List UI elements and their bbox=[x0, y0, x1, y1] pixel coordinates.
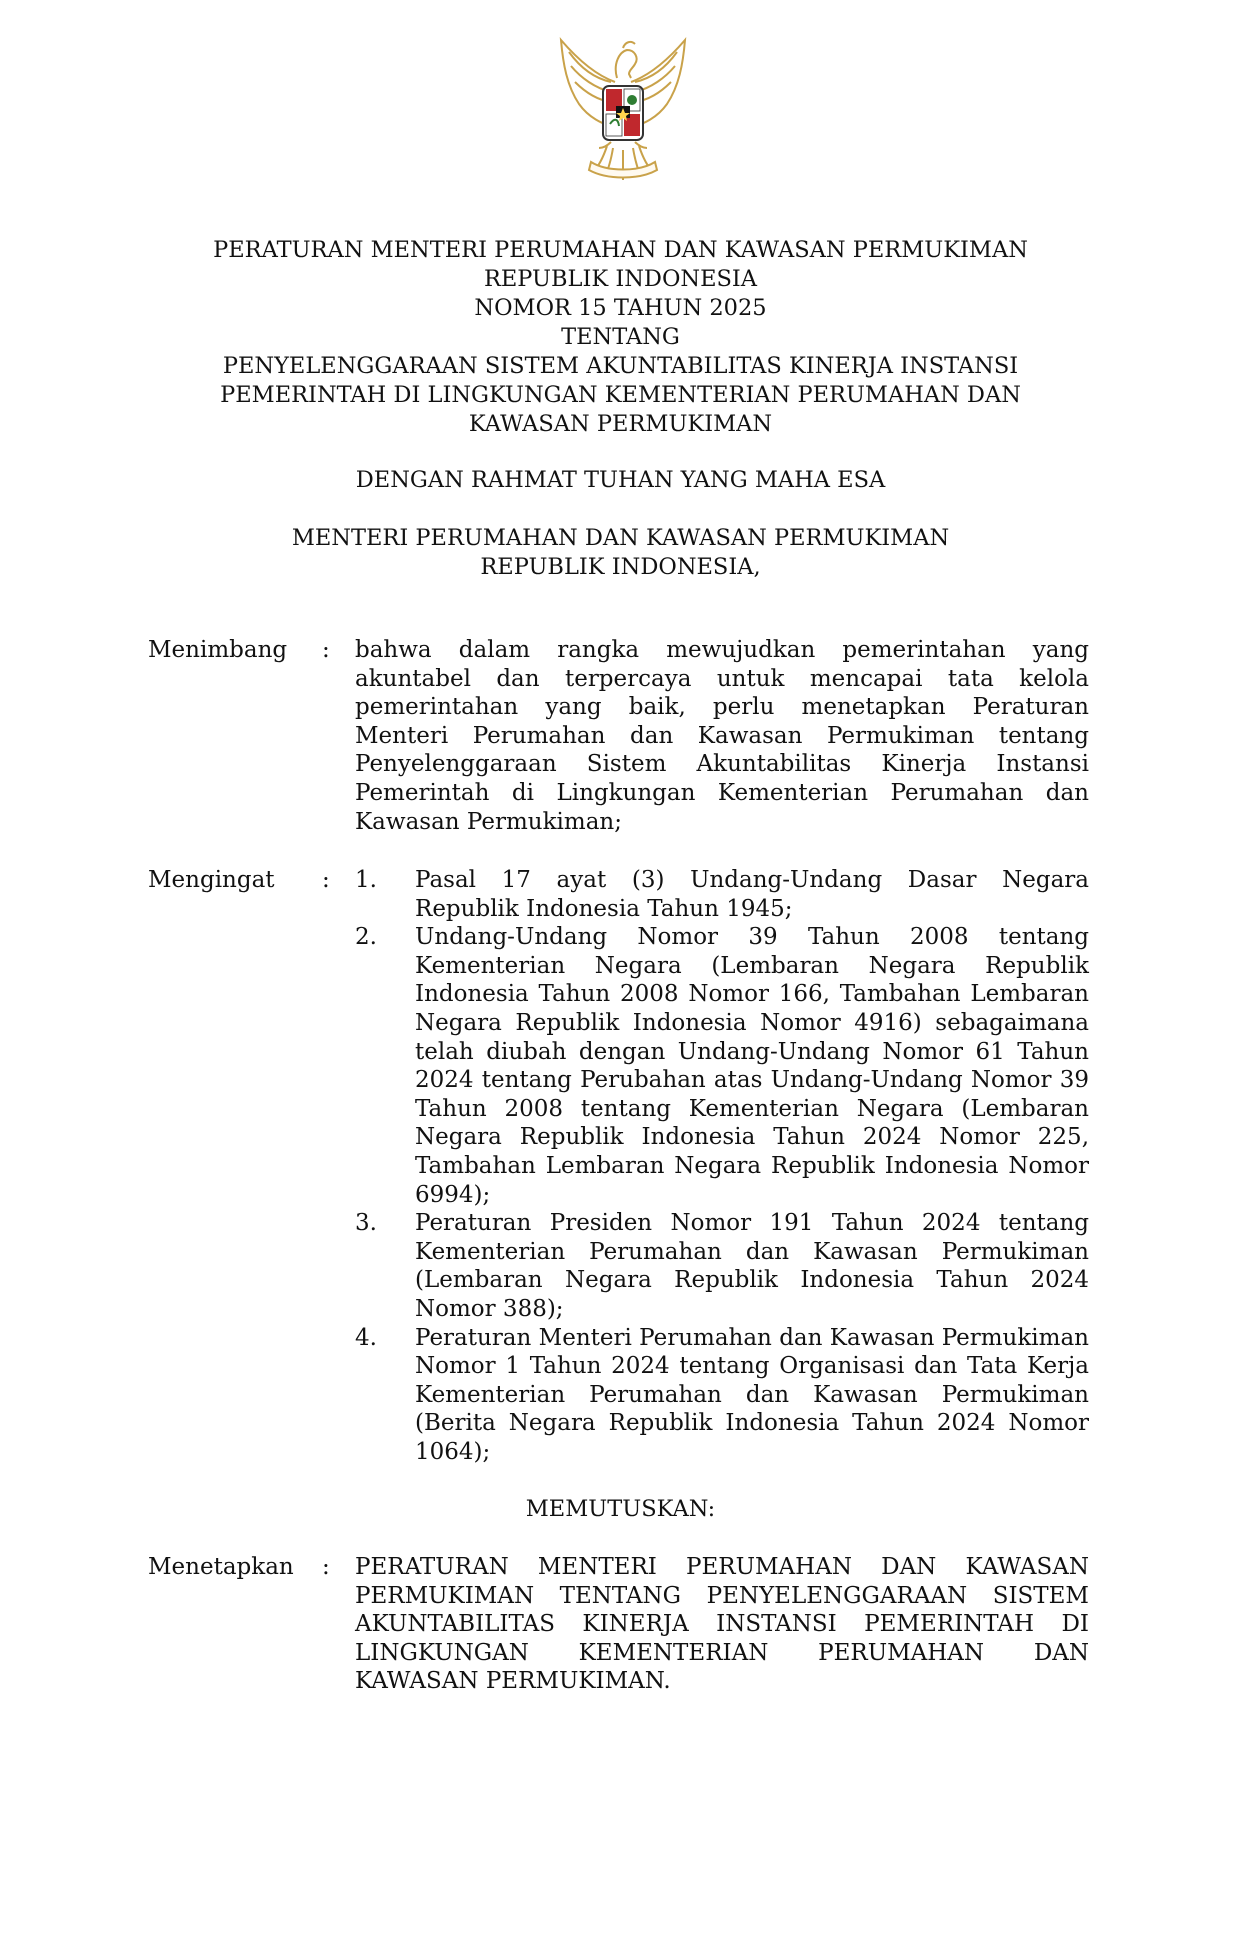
list-item bbox=[355, 923, 1089, 1209]
list-item-number: 3. bbox=[355, 1210, 377, 1237]
list-item bbox=[355, 1324, 1089, 1467]
title-line: KAWASAN PERMUKIMAN bbox=[468, 411, 773, 437]
list-item-number: 2. bbox=[355, 924, 377, 951]
list-item-number: 1. bbox=[355, 867, 377, 893]
minister-heading bbox=[0, 524, 1241, 582]
list-item-text: Pasal 17 ayat (3) Undang-Undang Dasar Negara Republik Indonesia Tahun 1945; bbox=[415, 867, 1089, 922]
memutuskan-heading: MEMUTUSKAN: bbox=[525, 1496, 716, 1522]
title-line: NOMOR 15 TAHUN 2025 bbox=[474, 295, 767, 321]
menetapkan-label: Menetapkan bbox=[148, 1554, 294, 1580]
title-line: PEMERINTAH DI LINGKUNGAN KEMENTERIAN PERUMAHAN DAN bbox=[220, 382, 1021, 408]
title-line: PENYELENGGARAAN SISTEM AKUNTABILITAS KINERJA INSTANSI bbox=[222, 353, 1019, 379]
list-item bbox=[355, 866, 1089, 923]
minister-line: REPUBLIK INDONESIA, bbox=[480, 554, 761, 580]
minister-line: MENTERI PERUMAHAN DAN KAWASAN PERMUKIMAN bbox=[291, 525, 950, 551]
menetapkan-colon: : bbox=[322, 1554, 330, 1580]
menetapkan-text: PERATURAN MENTERI PERUMAHAN DAN KAWASAN PERMUKIMAN TENTANG PENYELENGGARAAN SISTEM AKUNTABILITAS KINERJA INSTANSI PEMERINTAH DI LINGKUNGAN KEMENTERIAN PERUMAHAN DAN KAWASAN PERMUKIMAN. bbox=[355, 1554, 1089, 1695]
menimbang-colon: : bbox=[322, 637, 330, 663]
list-item-text: Peraturan Menteri Perumahan dan Kawasan Permukiman Nomor 1 Tahun 2024 tentang Organisasi dan Tata Kerja Kementerian Perumahan dan Kawasan Permukiman (Berita Negara Republik Indonesia Tahun 2024 Nomor 1064); bbox=[415, 1324, 1089, 1465]
menimbang-label: Menimbang bbox=[148, 637, 288, 663]
mengingat-list bbox=[355, 866, 1089, 1466]
garuda-pancasila-emblem-icon bbox=[553, 34, 693, 190]
list-item bbox=[355, 1209, 1089, 1323]
mengingat-label: Mengingat bbox=[148, 867, 275, 893]
title-line: TENTANG bbox=[561, 324, 680, 350]
blessing-line: DENGAN RAHMAT TUHAN YANG MAHA ESA bbox=[355, 467, 886, 493]
list-item-text: Undang-Undang Nomor 39 Tahun 2008 tentang Kementerian Negara (Lembaran Negara Republik Indonesia Tahun 2008 Nomor 166, Tambahan Lembaran Negara Republik Indonesia Nomor 4916) sebagaimana telah diubah dengan Undang-Undang Nomor 61 Tahun 2024 tentang Perubahan atas Undang-Undang Nomor 39 Tahun 2008 tentang Kementerian Negara (Lembaran Negara Republik Indonesia Tahun 2024 Nomor 225, Tambahan Lembaran Negara Republik Indonesia Nomor 6994); bbox=[415, 924, 1089, 1208]
mengingat-colon: : bbox=[322, 867, 330, 893]
list-item-text: Peraturan Presiden Nomor 191 Tahun 2024 tentang Kementerian Perumahan dan Kawasan Permukiman (Lembaran Negara Republik Indonesia Tahun 2024 Nomor 388); bbox=[415, 1210, 1089, 1322]
title-line: REPUBLIK INDONESIA bbox=[483, 266, 758, 292]
list-item-number: 4. bbox=[355, 1324, 377, 1351]
menimbang-text: bahwa dalam rangka mewujudkan pemerintahan yang akuntabel dan terpercaya untuk mencapai tata kelola pemerintahan yang baik, perlu menetapkan Peraturan Menteri Perumahan dan Kawasan Permukiman tentang Penyelenggaraan Sistem Akuntabilitas Kinerja Instansi Pemerintah di Lingkungan Kementerian Perumahan dan Kawasan Permukiman; bbox=[355, 637, 1089, 835]
regulation-title bbox=[0, 236, 1241, 439]
title-line: PERATURAN MENTERI PERUMAHAN DAN KAWASAN PERMUKIMAN bbox=[213, 237, 1028, 263]
